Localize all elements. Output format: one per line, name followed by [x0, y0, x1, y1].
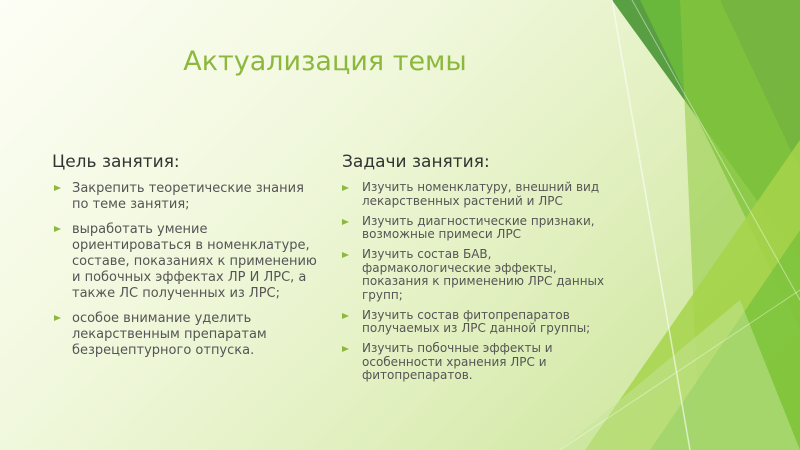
bullet-arrow-icon	[342, 219, 349, 225]
list-item	[340, 248, 610, 302]
list-item-text: Изучить состав БАВ, фармакологические эффекты, показания к применению ЛРС данных групп;	[362, 247, 605, 302]
bullet-arrow-icon	[342, 252, 349, 258]
tasks-heading: Задачи занятия:	[342, 152, 490, 172]
bullet-arrow-icon	[342, 185, 349, 191]
tasks-column	[340, 152, 610, 389]
tasks-list	[340, 181, 610, 383]
list-item	[340, 215, 610, 242]
goal-heading: Цель занятия:	[52, 152, 180, 172]
list-item	[340, 342, 610, 383]
list-item-text: Закрепить теоретические знания по теме занятия;	[72, 181, 304, 212]
list-item	[52, 181, 322, 213]
list-item-text: Изучить номенклатуру, внешний вид лекарственных растений и ЛРС	[362, 180, 600, 208]
list-item	[340, 309, 610, 336]
list-item	[52, 311, 322, 359]
list-item-text: Изучить побочные эффекты и особенности хранения ЛРС и фитопрепаратов.	[362, 341, 553, 382]
list-item-text: особое внимание уделить лекарственным препаратам безрецептурного отпуска.	[72, 311, 267, 358]
bullet-arrow-icon	[54, 226, 61, 232]
bullet-arrow-icon	[54, 185, 61, 191]
list-item-text: Изучить диагностические признаки, возможные примеси ЛРС	[362, 213, 595, 241]
list-item	[340, 181, 610, 208]
page-title: Актуализация темы	[183, 46, 467, 77]
goal-column	[52, 152, 322, 368]
list-item-text: выработать умение ориентироваться в номенклатуре, составе, показаниях к применению и побочных эффектах ЛР И ЛРС, а также ЛС полученных из ЛРС;	[72, 222, 317, 301]
bullet-arrow-icon	[342, 346, 349, 352]
list-item-text: Изучить состав фитопрепаратов получаемых из ЛРС данной группы;	[362, 307, 591, 335]
list-item	[52, 222, 322, 302]
goal-list	[52, 181, 322, 359]
bullet-arrow-icon	[342, 313, 349, 319]
bullet-arrow-icon	[54, 315, 61, 321]
